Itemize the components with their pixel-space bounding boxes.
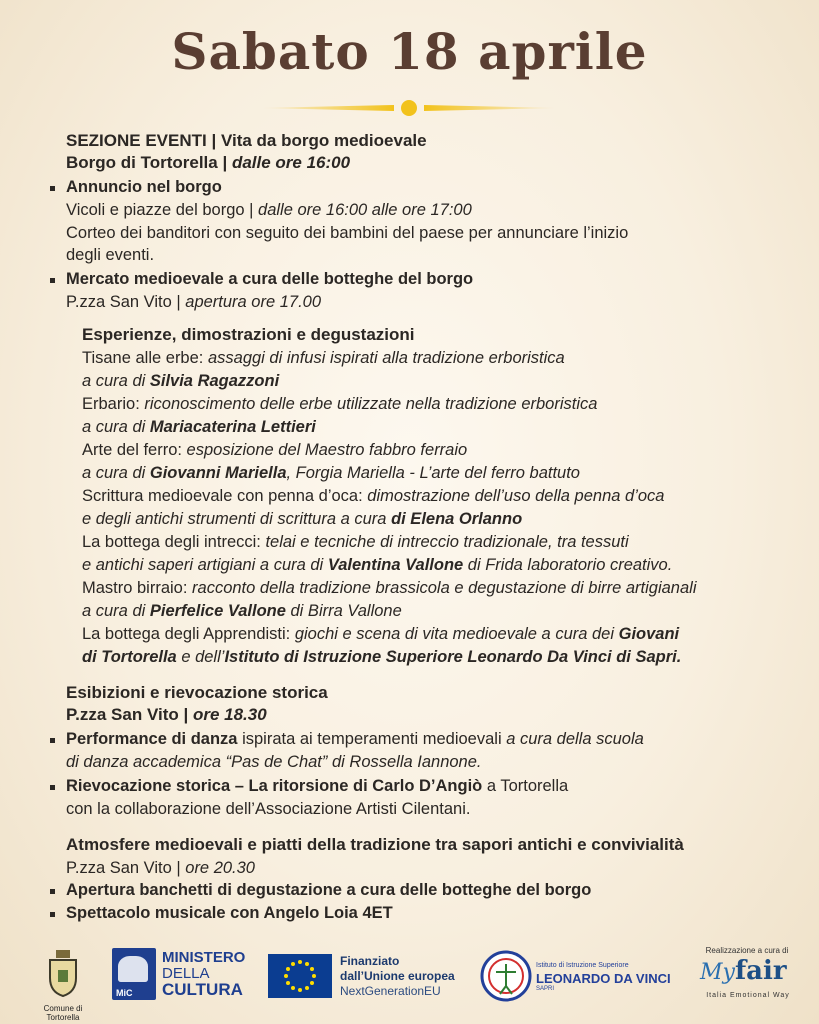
experience-line: e degli antichi strumenti di scrittura a cura di Elena Orlanno <box>82 510 523 528</box>
event-line: Rievocazione storica – La ritorsione di Carlo D’Angiò a Tortorella <box>66 777 569 795</box>
event-title: Apertura banchetti di degustazione a cura delle botteghe del borgo <box>66 881 592 899</box>
experience-line: di Tortorella e dell’Istituto di Istruzione Superiore Leonardo Da Vinci di Sapri. <box>82 648 682 666</box>
bullet <box>50 889 55 894</box>
bullet <box>50 738 55 743</box>
ministero-line3: CULTURA <box>162 980 243 999</box>
event-description: Corteo dei banditori con seguito dei bambini del paese per annunciare l’inizio <box>66 224 629 242</box>
bullet <box>50 785 55 790</box>
coat-of-arms-icon <box>28 948 98 1000</box>
eu-logo <box>268 954 468 1004</box>
event-location: Vicoli e piazze del borgo | dalle ore 16:00 alle ore 17:00 <box>66 201 472 219</box>
experience-line: Erbario: riconoscimento delle erbe utilizzate nella tradizione erboristica <box>82 395 598 413</box>
experience-line: a cura di Giovanni Mariella, Forgia Mariella - L’arte del ferro battuto <box>82 464 580 482</box>
comune-label: Comune di Tortorella <box>43 1004 83 1022</box>
event-location: P.zza San Vito | ore 20.30 <box>66 859 255 877</box>
myfair-logo <box>692 946 802 1010</box>
ministero-cultura-logo <box>112 948 258 1004</box>
istituto-city: SAPRI <box>536 986 555 992</box>
eu-line2: dall’Unione europea <box>340 969 455 983</box>
istituto-name: LEONARDO DA VINCI <box>536 971 671 986</box>
experience-line: Arte del ferro: esposizione del Maestro fabbro ferraio <box>82 441 468 459</box>
experience-line: a cura di Mariacaterina Lettieri <box>82 418 316 436</box>
section-subheading: P.zza San Vito | ore 18.30 <box>66 705 267 724</box>
eu-line3: NextGenerationEU <box>340 984 441 998</box>
section-heading: SEZIONE EVENTI | Vita da borgo medioevale <box>66 131 427 150</box>
experience-line: e antichi saperi artigiani a cura di Valentina Vallone di Frida laboratorio creativo. <box>82 556 673 574</box>
bullet <box>50 912 55 917</box>
sponsor-logos <box>0 944 819 1024</box>
bullet <box>50 278 55 283</box>
myfair-wordmark: Myfair <box>700 956 787 986</box>
experience-line: Mastro birraio: racconto della tradizione brassicola e degustazione di birre artigianali <box>82 579 697 597</box>
section-heading: Esperienze, dimostrazioni e degustazioni <box>82 325 415 344</box>
ministero-line1: MINISTERO <box>162 949 246 966</box>
experience-line: La bottega degli Apprendisti: giochi e scena di vita medioevale a cura dei Giovani <box>82 625 680 643</box>
experience-line: La bottega degli intrecci: telai e tecniche di intreccio tradizionale, tra tessuti <box>82 533 629 551</box>
event-line: di danza accademica “Pas de Chat” di Rossella Iannone. <box>66 753 482 771</box>
experience-line: Tisane alle erbe: assaggi di infusi ispirati alla tradizione erboristica <box>82 349 565 367</box>
eu-flag-icon <box>268 954 332 998</box>
event-location: P.zza San Vito | apertura ore 17.00 <box>66 293 322 311</box>
event-line: con la collaborazione dell’Associazione Artisti Cilentani. <box>66 800 471 818</box>
experience-line: Scrittura medioevale con penna d’oca: dimostrazione dell’uso della penna d’oca <box>82 487 665 505</box>
ministero-line2: DELLA <box>162 965 210 982</box>
section-heading: Atmosfere medioevali e piatti della tradizione tra sapori antichi e convivialità <box>66 835 684 854</box>
event-description: degli eventi. <box>66 246 155 264</box>
divider-ornament <box>259 96 559 120</box>
section-subheading: Borgo di Tortorella | dalle ore 16:00 <box>66 153 351 172</box>
myfair-caption: Realizzazione a cura di <box>705 946 789 955</box>
section-heading: Esibizioni e rievocazione storica <box>66 683 328 702</box>
vitruvian-emblem-icon <box>480 950 532 1002</box>
bullet <box>50 186 55 191</box>
experience-line: a cura di Silvia Ragazzoni <box>82 372 280 390</box>
istituto-label: Istituto di Istruzione Superiore <box>536 962 629 969</box>
page-title: Sabato 18 aprile <box>171 22 648 81</box>
event-title: Spettacolo musicale con Angelo Loia 4ET <box>66 904 393 922</box>
experience-line: a cura di Pierfelice Vallone di Birra Vallone <box>82 602 402 620</box>
event-line: Performance di danza ispirata ai temperamenti medioevali a cura della scuola <box>66 730 644 748</box>
mic-emblem-icon: MiC <box>112 948 156 1000</box>
istituto-logo <box>480 950 686 1006</box>
event-title: Mercato medioevale a cura delle botteghe del borgo <box>66 270 474 288</box>
myfair-tagline: Italia Emotional Way <box>706 992 790 999</box>
eu-line1: Finanziato <box>340 954 400 968</box>
event-title: Annuncio nel borgo <box>66 178 222 196</box>
comune-logo <box>28 948 98 1022</box>
